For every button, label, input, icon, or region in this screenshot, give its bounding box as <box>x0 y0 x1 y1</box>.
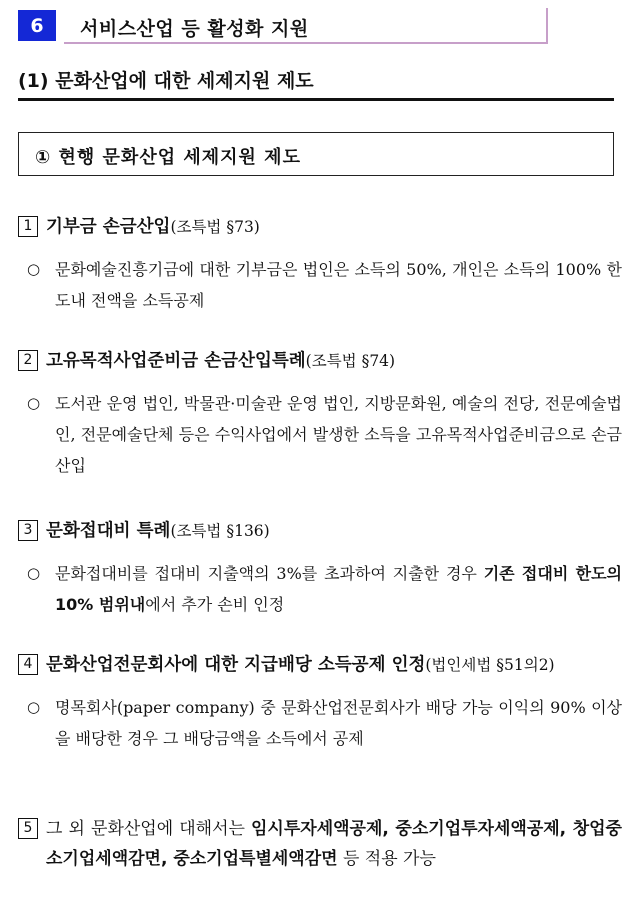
section-title: 서비스산업 등 활성화 지원 <box>80 18 309 40</box>
bullet-icon: ○ <box>27 394 41 412</box>
description-text: 등 적용 가능 <box>337 849 436 869</box>
item-number: 5 <box>18 818 38 839</box>
item-number: 2 <box>18 350 38 371</box>
item-title: 문화산업전문회사에 대한 지급배당 소득공제 인정 <box>46 655 426 675</box>
description-text: 그 외 문화산업에 대해서는 <box>46 819 251 839</box>
item-description: 도서관 운영 법인, 박물관·미술관 운영 법인, 지방문화원, 예술의 전당, 전문예술법인, 전문예술단체 등은 수익사업에서 발생한 소득을 고유목적사업준비금으로 손금 산입 <box>55 394 622 475</box>
item-number: 4 <box>18 654 38 675</box>
subsection-title: (1) 문화산업에 대한 세제지원 제도 <box>18 70 314 92</box>
section-number-badge: 6 <box>18 10 56 41</box>
item-description <box>55 558 622 620</box>
bullet-icon: ○ <box>27 698 41 716</box>
item-reference: (조특법 §136) <box>170 522 270 540</box>
item-description: 명목회사(paper company) 중 문화산업전문회사가 배당 가능 이익의 90% 이상을 배당한 경우 그 배당금액을 소득에서 공제 <box>55 698 622 748</box>
item-heading <box>46 346 395 376</box>
bullet-icon: ○ <box>27 564 41 582</box>
item-donation <box>18 212 622 316</box>
section-header <box>18 8 548 44</box>
subsection-divider <box>18 98 614 101</box>
current-system-title: ① 현행 문화산업 세제지원 제도 <box>35 147 301 168</box>
item-other-credits <box>18 814 622 874</box>
description-emphasis: 임시투자세액공제, 중소기업투자세액공제, 창업중소기업세액감면, 중소기업특별세액감면 <box>46 819 622 869</box>
item-heading <box>46 516 270 546</box>
item-reference: (조특법 §74) <box>305 352 396 370</box>
item-reference: (법인세법 §51의2) <box>425 656 555 674</box>
item-heading <box>46 650 555 680</box>
item-dividend-deduction <box>18 650 622 754</box>
item-reference: (조특법 §73) <box>170 218 260 236</box>
item-title: 고유목적사업준비금 손금산입특례 <box>46 351 306 371</box>
description-text: 에서 추가 손비 인정 <box>145 595 285 614</box>
section-title-box <box>64 8 548 44</box>
item-number: 3 <box>18 520 38 541</box>
item-culture-entertainment <box>18 516 622 620</box>
description-text: 문화접대비를 접대비 지출액의 3%를 초과하여 지출한 경우 <box>55 564 484 583</box>
item-title: 기부금 손금산입 <box>46 217 171 237</box>
bullet-icon: ○ <box>27 260 41 278</box>
current-system-box <box>18 132 614 176</box>
item-reserve-fund <box>18 346 622 481</box>
description-emphasis: 기존 접대비 한도의 10% 범위내 <box>55 564 622 614</box>
item-description <box>46 814 622 874</box>
item-description: 문화예술진흥기금에 대한 기부금은 법인은 소득의 50%, 개인은 소득의 100% 한도내 전액을 소득공제 <box>55 260 622 310</box>
item-heading <box>46 212 260 242</box>
item-number: 1 <box>18 216 38 237</box>
item-title: 문화접대비 특례 <box>46 521 171 541</box>
